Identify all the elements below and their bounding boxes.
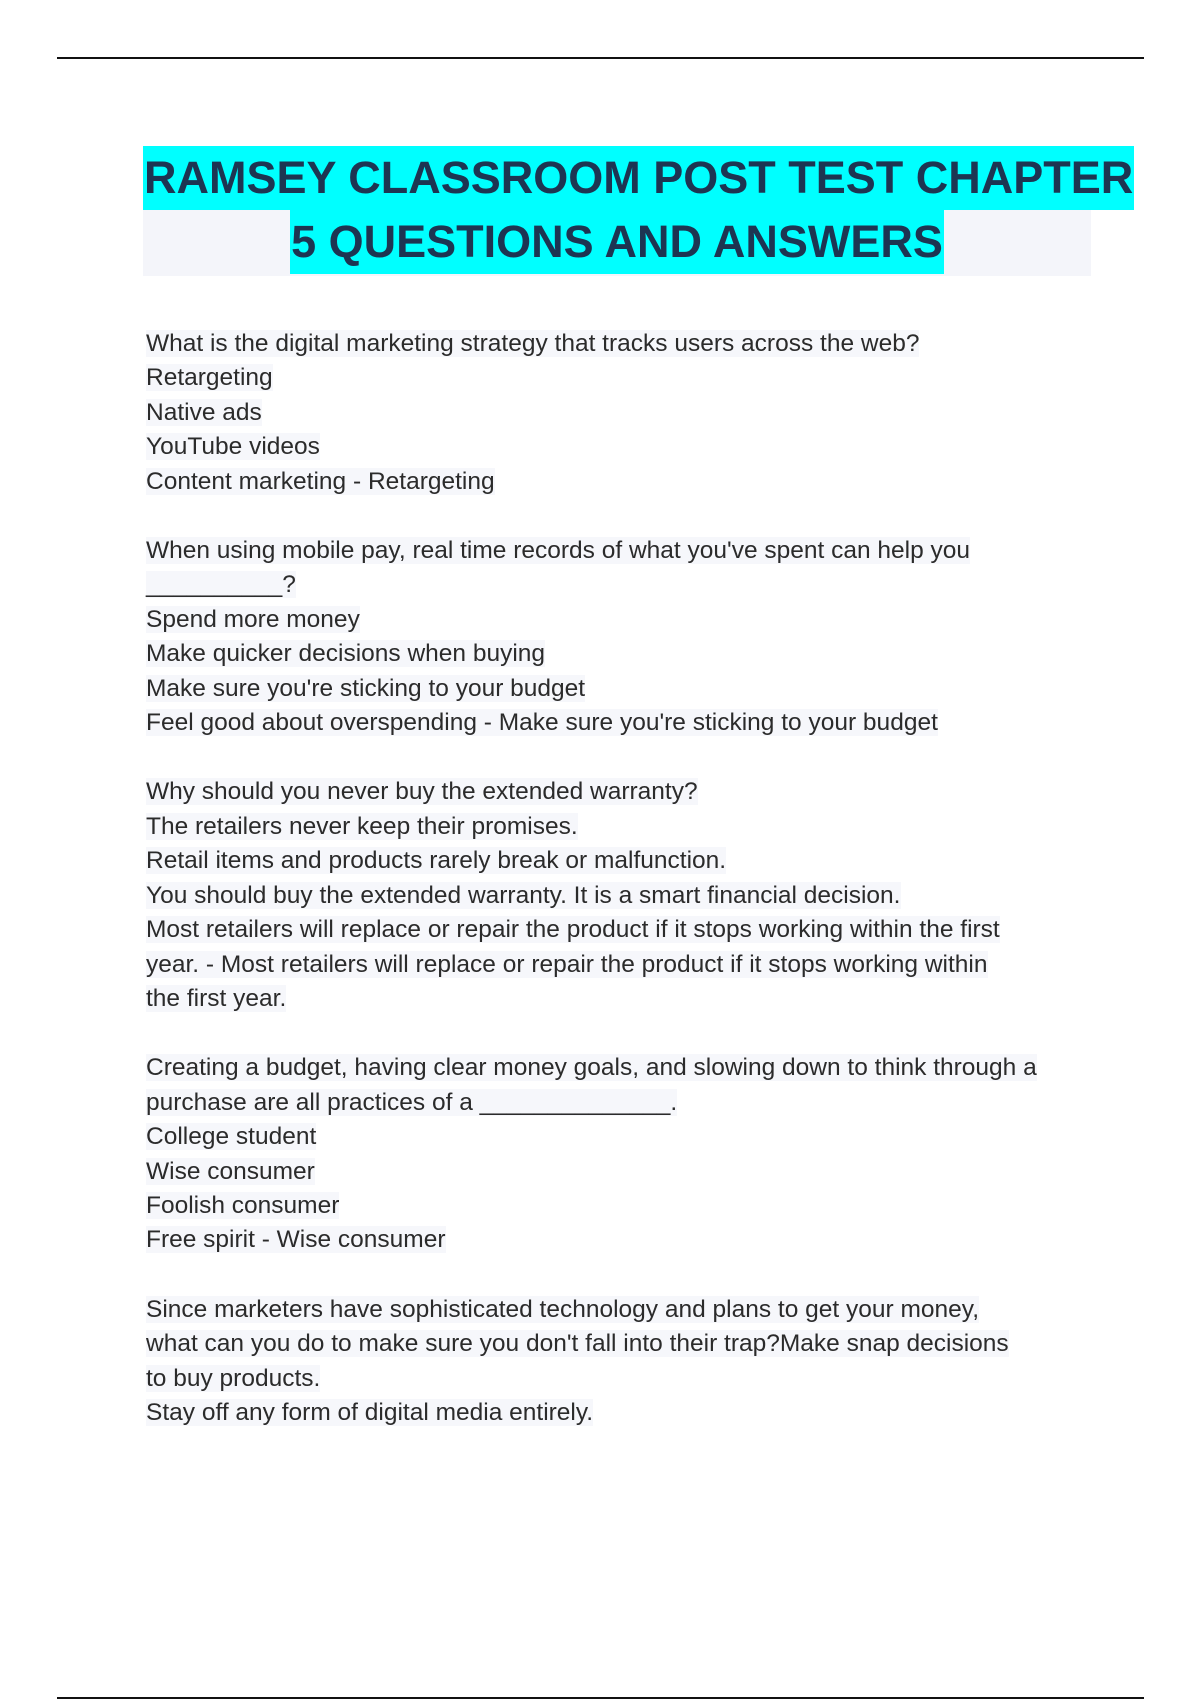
question-text: to buy products. <box>146 1364 321 1392</box>
question-text: When using mobile pay, real time records of what you've spent can help you <box>146 537 971 565</box>
answer-option: Native ads <box>146 398 262 426</box>
answer-option: Feel good about overspending - Make sure you're sticking to your budget <box>146 709 938 737</box>
answer-option: Content marketing - Retargeting <box>146 467 495 495</box>
answer-option: Retargeting <box>146 364 273 392</box>
question-text: __________? <box>146 571 296 599</box>
answer-option: The retailers never keep their promises. <box>146 812 578 840</box>
answer-option: College student <box>146 1123 317 1151</box>
question-block-1 <box>146 327 1096 499</box>
answer-option: year. - Most retailers will replace or repair the product if it stops working within <box>146 950 988 978</box>
answer-option: Make sure you're sticking to your budget <box>146 674 586 702</box>
answer-option: Wise consumer <box>146 1157 315 1185</box>
question-block-3 <box>146 775 1096 1016</box>
question-block-2 <box>146 534 1096 740</box>
question-text: Since marketers have sophisticated technology and plans to get your money, <box>146 1295 980 1323</box>
answer-option: Retail items and products rarely break or malfunction. <box>146 847 727 875</box>
question-block-5 <box>146 1293 1096 1431</box>
top-rule <box>57 57 1144 59</box>
document-body <box>146 327 1096 1465</box>
answer-option: Make quicker decisions when buying <box>146 640 546 668</box>
question-text: Why should you never buy the extended warranty? <box>146 778 698 806</box>
bottom-rule <box>57 1697 1144 1699</box>
answer-option: Free spirit - Wise consumer <box>146 1226 446 1254</box>
answer-option: the first year. <box>146 984 287 1012</box>
document-title <box>143 146 1134 276</box>
question-text: what can you do to make sure you don't fall into their trap?Make snap decisions <box>146 1330 1009 1358</box>
question-text: What is the digital marketing strategy that tracks users across the web? <box>146 330 920 357</box>
answer-option: Foolish consumer <box>146 1191 340 1219</box>
question-block-4 <box>146 1051 1096 1257</box>
title-line-1: RAMSEY CLASSROOM POST TEST CHAPTER <box>143 146 1134 210</box>
answer-option: Most retailers will replace or repair the product if it stops working within the first <box>146 916 1000 944</box>
question-text: Creating a budget, having clear money goals, and slowing down to think through a <box>146 1054 1037 1082</box>
title-line-2: 5 QUESTIONS AND ANSWERS <box>290 210 944 274</box>
answer-option: Spend more money <box>146 605 360 633</box>
answer-option: Stay off any form of digital media entirely. <box>146 1398 594 1426</box>
answer-option: You should buy the extended warranty. It is a smart financial decision. <box>146 881 901 909</box>
question-text: purchase are all practices of a ______________. <box>146 1088 678 1116</box>
answer-option: YouTube videos <box>146 433 320 461</box>
